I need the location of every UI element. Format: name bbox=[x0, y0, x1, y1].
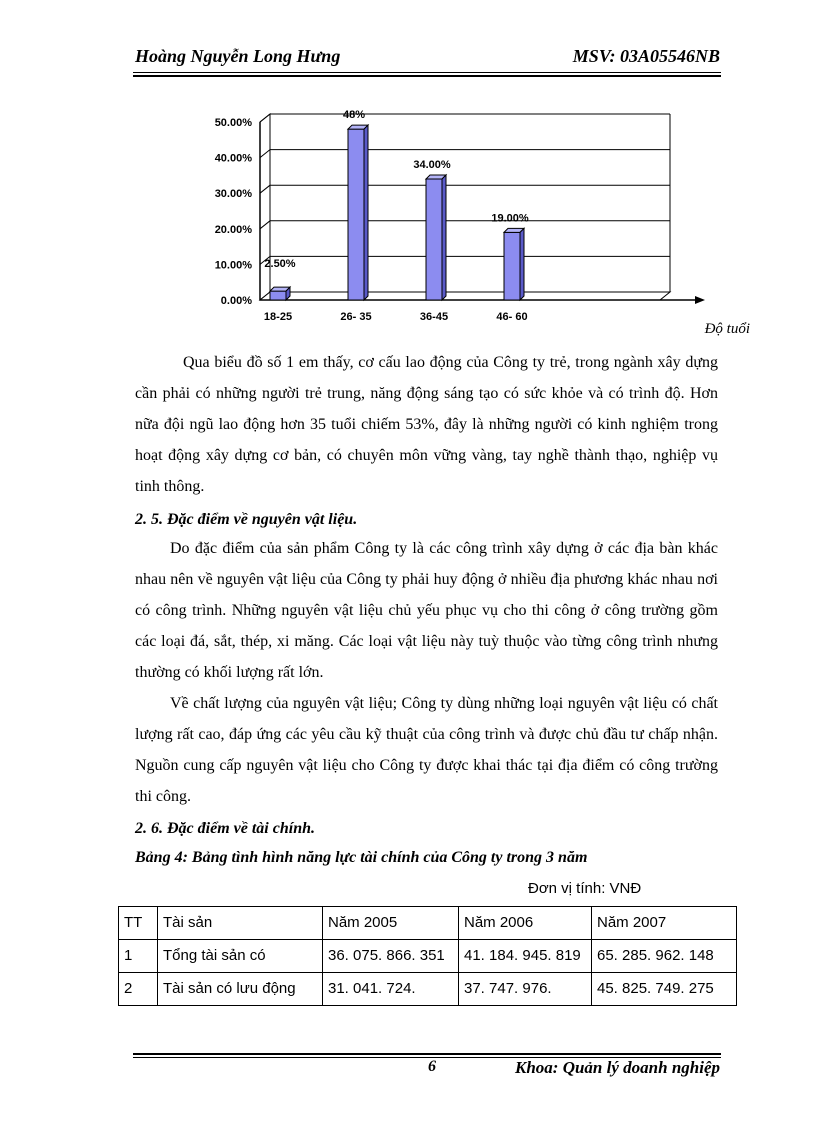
bar-side bbox=[442, 175, 446, 300]
table-row bbox=[119, 973, 737, 1006]
age-structure-chart bbox=[195, 100, 755, 340]
footer-rule-thick bbox=[133, 1053, 721, 1055]
paragraph-materials: Do đặc điểm của sản phẩm Công ty là các công trình xây dựng ở các địa bàn khác nhau nên về nguyên vật liệu của Công ty phải huy động ở nhiều địa phương khác nhau nơi có công trình. Những nguyên vật liệu chủ yếu phục vụ cho thi công ở công trường gồm các loại đá, sắt, thép, xi măng. Các loại vật liệu này tuỳ thuộc vào từng công trình nhưng thường có khối lượng rất lớn. bbox=[135, 540, 718, 681]
data-label: 2.50% bbox=[264, 258, 296, 271]
page-number: 6 bbox=[428, 1058, 436, 1075]
header-cell: Năm 2006 bbox=[459, 907, 592, 940]
bar-side bbox=[520, 228, 524, 300]
table-cell: 41. 184. 945. 819 bbox=[459, 940, 592, 973]
table-header-row bbox=[119, 907, 737, 940]
header-cell: Tài sản bbox=[158, 907, 323, 940]
table-caption: Bảng 4: Bảng tình hình năng lực tài chính của Công ty trong 3 năm bbox=[135, 849, 588, 866]
header-rule-thick bbox=[133, 75, 721, 77]
y-tick-label: 0.00% bbox=[220, 295, 252, 307]
y-tick-label: 10.00% bbox=[214, 259, 252, 272]
header-cell: TT bbox=[119, 907, 158, 940]
bar-side bbox=[364, 125, 368, 300]
data-label: 19.00% bbox=[491, 212, 529, 225]
chart-side-wall bbox=[260, 114, 270, 300]
header-rule bbox=[133, 72, 721, 73]
x-tick-label: 46- 60 bbox=[496, 311, 528, 323]
student-id: MSV: 03A05546NB bbox=[572, 46, 720, 66]
data-label: 34.00% bbox=[413, 158, 451, 171]
x-axis-arrow bbox=[695, 296, 705, 304]
bar bbox=[348, 129, 364, 300]
table-cell: 31. 041. 724. bbox=[323, 973, 459, 1006]
bar bbox=[426, 179, 442, 300]
table-cell: Tổng tài sản có bbox=[158, 940, 323, 973]
y-tick-label: 40.00% bbox=[214, 152, 252, 165]
table-cell: Tài sản có lưu động bbox=[158, 973, 323, 1006]
table-row bbox=[119, 940, 737, 973]
y-tick-label: 50.00% bbox=[214, 117, 252, 129]
data-label: 48% bbox=[342, 109, 366, 122]
y-tick-label: 30.00% bbox=[214, 188, 252, 201]
bar bbox=[504, 232, 520, 300]
table-cell: 45. 825. 749. 275 bbox=[592, 973, 737, 1006]
section-heading-2-6: 2. 6. Đặc điểm về tài chính. bbox=[135, 820, 315, 837]
currency-unit: Đơn vị tính: VNĐ bbox=[528, 880, 642, 897]
page-header bbox=[135, 46, 720, 70]
table-cell: 36. 075. 866. 351 bbox=[323, 940, 459, 973]
header-cell: Năm 2005 bbox=[323, 907, 459, 940]
table-cell: 2 bbox=[119, 973, 158, 1006]
paragraph-chart-analysis: Qua biểu đồ số 1 em thấy, cơ cấu lao động của Công ty trẻ, trong ngành xây dựng cần phải có những người trẻ trung, năng động sáng tạo có sức khỏe và có trình độ. Hơn nữa đội ngũ lao động hơn 35 tuổi chiếm 53%, đây là những người có kinh nghiệm trong hoạt động xây dựng cơ bản, có chuyên môn vững vàng, tay nghề thành thạo, nghiệp vụ tinh thông. bbox=[135, 354, 718, 495]
y-tick-label: 20.00% bbox=[214, 223, 252, 236]
paragraph-material-quality: Về chất lượng của nguyên vật liệu; Công ty dùng những loại nguyên vật liệu có chất lượng rất cao, đáp ứng các yêu cầu kỹ thuật của công trình và được chủ đầu tư chấp nhận. Nguồn cung cấp nguyên vật liệu cho Công ty được khai thác tại địa điểm có công trường thi công. bbox=[135, 695, 718, 805]
table-cell: 37. 747. 976. bbox=[459, 973, 592, 1006]
chart-floor bbox=[260, 292, 670, 300]
department-name: Khoa: Quản lý doanh nghiệp bbox=[515, 1058, 720, 1077]
x-tick-label: 18-25 bbox=[263, 311, 293, 323]
header-cell: Năm 2007 bbox=[592, 907, 737, 940]
author-name: Hoàng Nguyễn Long Hưng bbox=[135, 46, 341, 66]
x-tick-label: 36-45 bbox=[419, 311, 449, 323]
table-cell: 1 bbox=[119, 940, 158, 973]
table-cell: 65. 285. 962. 148 bbox=[592, 940, 737, 973]
financial-table bbox=[118, 906, 737, 1006]
x-tick-label: 26- 35 bbox=[340, 311, 372, 323]
bar bbox=[270, 291, 286, 300]
x-axis-label: Độ tuổi bbox=[704, 321, 750, 337]
section-heading-2-5: 2. 5. Đặc điểm về nguyên vật liệu. bbox=[135, 511, 358, 528]
